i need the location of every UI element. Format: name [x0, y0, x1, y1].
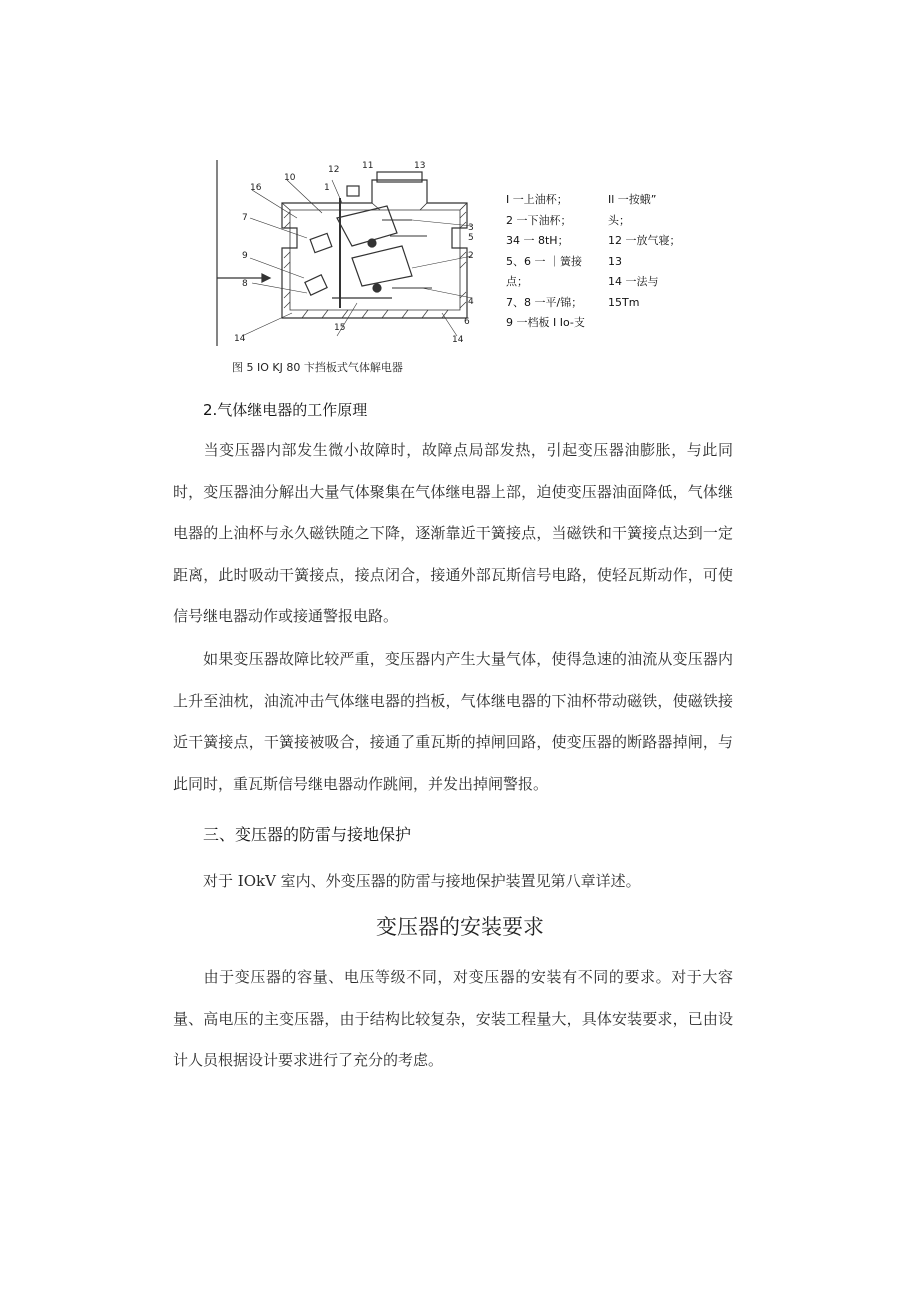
paragraph-text: 当变压器内部发生微小故障时，故障点局部发热，引起变压器油膨胀，与此同时，变压器油分解出大量气体聚集在气体继电器上部，迫使变压器油面降低，气体继电器的上油杯与永久磁铁随之下降，逐渐靠近干簧接点，当磁铁和干簧接点达到一定距离，此时吸动干簧接点，接点闭合，接通外部瓦斯信号电路，使轻瓦斯动作，可使信号继电器动作或接通警报电路。	[173, 441, 733, 625]
part-number: 16	[250, 183, 262, 193]
paragraph	[173, 639, 733, 805]
legend-item: 13	[608, 254, 622, 268]
legend-item: 14 一法与	[608, 275, 659, 288]
paragraph-text: 如果变压器故障比较严重，变压器内产生大量气体，使得急速的油流从变压器内上升至油枕，油流冲击气体继电器的挡板，气体继电器的下油杯带动磁铁，使磁铁接近干簧接点，干簧接被吸合，接通了重瓦斯的掉闸回路，使变压器的断路器掉闸，与此同时，重瓦斯信号继电器动作跳闸，并发出掉闸警报。	[173, 650, 733, 793]
part-number: 15	[334, 323, 346, 333]
section-heading: 2.气体继电器的工作原理	[203, 401, 368, 419]
legend-item: 12 一放气寝；	[608, 234, 681, 247]
paragraph-text: 由于变压器的容量、电压等级不同，对变压器的安装有不同的要求。对于大容量、高电压的主变压器，由于结构比较复杂，安装工程量大，具体安装要求，已由设计人员根据设计要求进行了充分的考虑。	[173, 968, 733, 1069]
gas-relay-diagram	[212, 158, 482, 348]
part-number: 1	[324, 183, 330, 193]
part-number: 4	[468, 297, 474, 307]
figure-legend-left	[506, 190, 585, 334]
part-number: 11	[362, 161, 374, 171]
part-number: 5	[468, 233, 474, 243]
section-heading: 三、变压器的防雷与接地保护	[203, 825, 412, 844]
part-number: 7	[242, 213, 248, 223]
legend-item: 9 一档板 I Io-支	[506, 316, 585, 329]
paragraph	[173, 861, 733, 903]
part-number: 12	[328, 165, 340, 175]
paragraph-text: 对于 IOkV 室内、外变压器的防雷与接地保护装置见第八章详述。	[203, 872, 641, 890]
legend-item: 2 一下油杯；	[506, 213, 572, 227]
legend-item: 15Tm	[608, 295, 640, 309]
part-number: 3	[468, 223, 474, 233]
legend-item: 34 一 8tH；	[506, 234, 569, 247]
part-number: 10	[284, 173, 296, 183]
part-number: 14	[234, 334, 246, 344]
paragraph	[173, 430, 733, 638]
part-number: 14	[452, 335, 464, 345]
legend-item: 7、8 一平/锦；	[506, 295, 583, 309]
figure-legend-right	[608, 190, 681, 313]
legend-item: 5、6 一 ｜簧接	[506, 254, 582, 268]
paragraph	[173, 957, 733, 1082]
part-number: 8	[242, 279, 248, 289]
legend-item: 头；	[608, 213, 630, 227]
part-number: 13	[414, 161, 426, 171]
figure-caption: 图 5 IO KJ 80 卞挡板式气体解电器	[232, 361, 403, 374]
part-number: 9	[242, 251, 248, 261]
part-number: 2	[468, 251, 474, 261]
legend-item: Il 一按蛾”	[608, 193, 657, 206]
page-title: 变压器的安装要求	[376, 915, 544, 939]
legend-item: 点；	[506, 275, 528, 288]
part-number: 6	[464, 317, 470, 327]
legend-item: I 一上油杯；	[506, 193, 568, 206]
